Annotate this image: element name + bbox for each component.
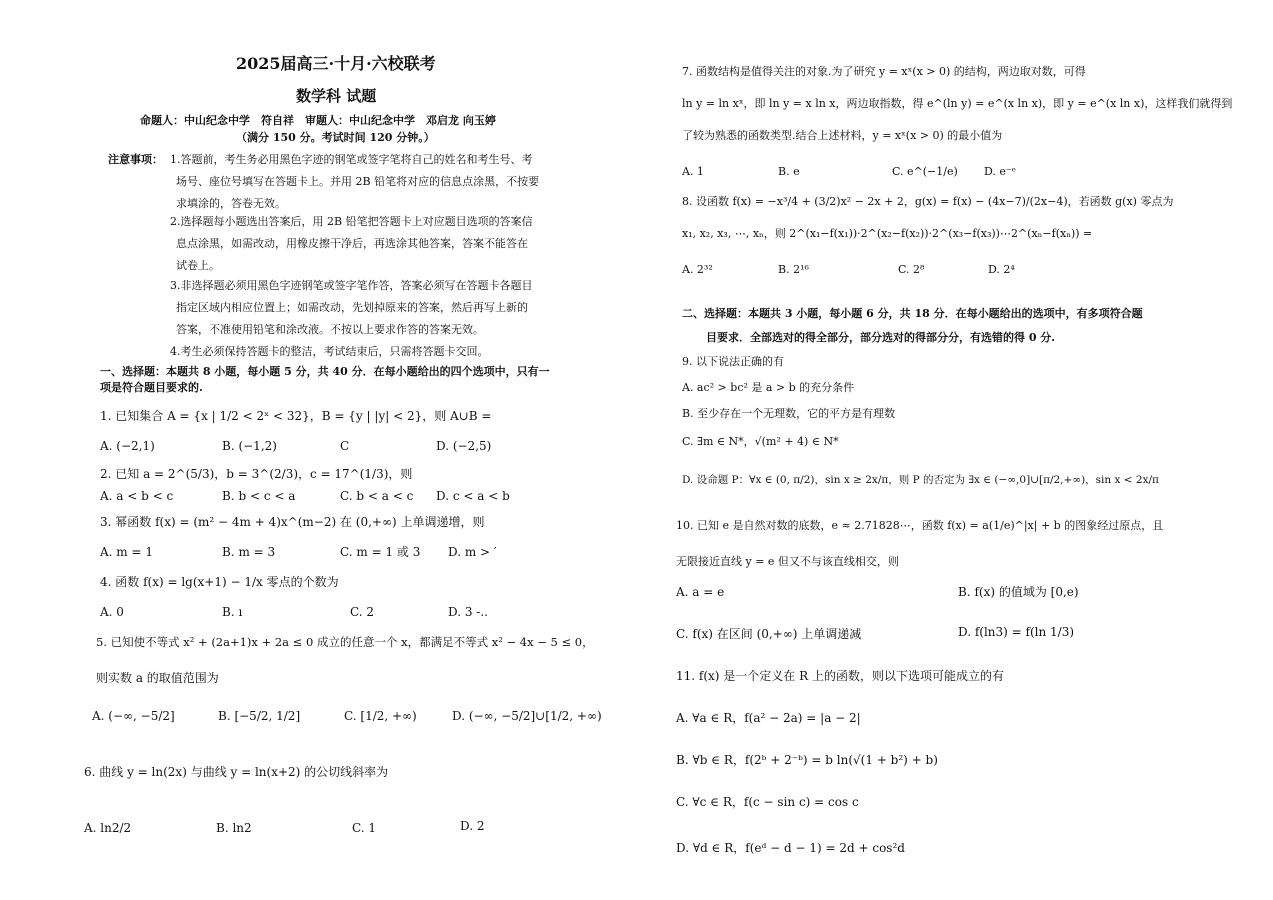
q7-option-b: B. e	[778, 165, 800, 178]
q7-option-a: A. 1	[682, 165, 704, 178]
q5-option-b: B. [−5/2, 1/2]	[218, 709, 301, 723]
q11-option-a: A. ∀a ∈ R，f(a² − 2a) = |a − 2|	[676, 711, 861, 725]
time-info: （满分 150 分。考试时间 120 分钟。）	[236, 131, 435, 144]
q7-option-c: C. e^(−1/e)	[892, 165, 958, 178]
notice-line: 2.选择题每小题选出答案后，用 2B 铅笔把答题卡上对应题目选项的答案信	[170, 215, 533, 228]
q1-option-a: A. (−2,1)	[100, 439, 155, 453]
q9-option-c: C. ∃m ∈ N*，√(m² + 4) ∈ N*	[682, 435, 839, 448]
q1-option-c: C	[340, 439, 350, 453]
q6-option-b: B. ln2	[216, 821, 252, 835]
q6-option-d: D. 2	[460, 819, 485, 833]
q5-option-a: A. (−∞, −5/2]	[92, 709, 175, 723]
subject-title: 数学科 试题	[296, 87, 377, 105]
q11-option-d: D. ∀d ∈ R，f(eᵈ − d − 1) = 2d + cos²d	[676, 841, 905, 855]
q7-option-d: D. e⁻ᵉ	[984, 165, 1016, 178]
section2-heading-2: 目要求．全部选对的得全部分，部分选对的得部分分，有选错的得 0 分.	[706, 331, 1056, 344]
q5-option-d: D. (−∞, −5/2]∪[1/2, +∞)	[452, 709, 602, 723]
q4-option-b: B. ı	[222, 605, 243, 619]
section1-heading-2: 项是符合题目要求的.	[100, 381, 203, 394]
q7-stem-3: 了较为熟悉的函数类型.结合上述材料，y = xˣ(x > 0) 的最小值为	[682, 129, 1003, 142]
notice-line: 息点涂黑，如需改动，用橡皮擦干净后，再选涂其他答案，答案不能答在	[176, 237, 528, 250]
q7-stem-2: ln y = ln xˣ，即 ln y = x ln x，两边取指数，得 e^(ln y) = e^(x ln x)，即 y = e^(x ln x)，这样我们就得到	[682, 97, 1233, 110]
q3-stem: 3. 幂函数 f(x) = (m² − 4m + 4)x^(m−2) 在 (0,+∞) 上单调递增，则	[100, 515, 485, 529]
q10-option-b: B. f(x) 的值域为 [0,e)	[958, 585, 1079, 599]
q11-stem: 11. f(x) 是一个定义在 R 上的函数，则以下选项可能成立的有	[676, 669, 1004, 683]
exam-title: 2025届高三·十月·六校联考	[236, 54, 436, 73]
q6-stem: 6. 曲线 y = ln(2x) 与曲线 y = ln(x+2) 的公切线斜率为	[84, 765, 389, 779]
q10-option-a: A. a = e	[676, 585, 725, 599]
q9-option-b: B. 至少存在一个无理数，它的平方是有理数	[682, 407, 896, 420]
q4-option-d: D. 3 -..	[448, 605, 488, 619]
q5-option-c: C. [1/2, +∞)	[344, 709, 417, 723]
notice-line: 求填涂的，答卷无效。	[176, 197, 286, 210]
q3-option-a: A. m = 1	[100, 545, 153, 559]
q6-option-a: A. ln2/2	[84, 821, 132, 835]
notice-line: 1.答题前，考生务必用黑色字迹的钢笔或签字笔将自己的姓名和考生号、考	[170, 153, 533, 166]
q10-option-d: D. f(ln3) = f(ln 1/3)	[958, 625, 1075, 639]
q1-stem: 1. 已知集合 A = {x | 1/2 < 2ˣ < 32}，B = {y | |y| < 2}，则 A∪B =	[100, 409, 492, 423]
q2-option-d: D. c < a < b	[436, 489, 510, 503]
section1-heading: 一、选择题：本题共 8 小题，每小题 5 分，共 40 分．在每小题给出的四个选项中，只有一	[100, 365, 550, 378]
q8-option-c: C. 2⁸	[898, 263, 925, 276]
q8-option-d: D. 2⁴	[988, 263, 1015, 276]
q8-option-b: B. 2¹⁶	[778, 263, 809, 276]
notice-line: 指定区域内相应位置上；如需改动，先划掉原来的答案，然后再写上新的	[176, 301, 528, 314]
q6-option-c: C. 1	[352, 821, 377, 835]
q3-option-c: C. m = 1 或 3	[340, 545, 421, 559]
notice-line: 答案，不准使用铅笔和涂改液。不按以上要求作答的答案无效。	[176, 323, 484, 336]
q8-stem-2: x₁, x₂, x₃, ⋯, xₙ，则 2^(x₁−f(x₁))·2^(x₂−f(x₂))·2^(x₃−f(x₃))⋯2^(xₙ−f(xₙ)) =	[682, 227, 1093, 240]
authors-line: 命题人：中山纪念中学 符自祥 审题人：中山纪念中学 邓启龙 向玉婷	[140, 114, 496, 127]
q11-option-b: B. ∀b ∈ R，f(2ᵇ + 2⁻ᵇ) = b ln(√(1 + b²) + b)	[676, 753, 938, 767]
q9-option-a: A. ac² > bc² 是 a > b 的充分条件	[682, 381, 855, 394]
notice-line: 试卷上。	[176, 259, 220, 272]
q10-stem: 10. 已知 e 是自然对数的底数，e ≈ 2.71828⋯，函数 f(x) = a(1/e)^|x| + b 的图象经过原点，且	[676, 519, 1164, 532]
q2-option-b: B. b < c < a	[222, 489, 296, 503]
q2-option-c: C. b < a < c	[340, 489, 414, 503]
notice-line: 4.考生必须保持答题卡的整洁，考试结束后，只需将答题卡交回。	[170, 345, 489, 358]
q1-option-b: B. (−1,2)	[222, 439, 277, 453]
q10-stem-2: 无限接近直线 y = e 但又不与该直线相交，则	[676, 555, 899, 568]
q4-option-a: A. 0	[100, 605, 124, 619]
notice-line: 3.非选择题必须用黑色字迹钢笔或签字笔作答，答案必须写在答题卡各题目	[170, 279, 533, 292]
q7-stem: 7. 函数结构是值得关注的对象.为了研究 y = xˣ(x > 0) 的结构，两边取对数，可得	[682, 65, 1086, 78]
q8-option-a: A. 2³²	[682, 263, 713, 276]
notice-label: 注意事项：	[108, 153, 163, 166]
q1-option-d: D. (−2,5)	[436, 439, 492, 453]
q4-option-c: C. 2	[350, 605, 375, 619]
q5-stem: 5. 已知使不等式 x² + (2a+1)x + 2a ≤ 0 成立的任意一个 x，都满足不等式 x² − 4x − 5 ≤ 0，	[96, 635, 594, 649]
notice-line: 场号、座位号填写在答题卡上。并用 2B 铅笔将对应的信息点涂黑，不按要	[176, 175, 540, 188]
q9-stem: 9. 以下说法正确的有	[682, 355, 784, 368]
q2-option-a: A. a < b < c	[100, 489, 174, 503]
section2-heading: 二、选择题：本题共 3 小题，每小题 6 分，共 18 分．在每小题给出的选项中，有多项符合题	[682, 307, 1143, 320]
q8-stem: 8. 设函数 f(x) = −x³/4 + (3/2)x² − 2x + 2，g(x) = f(x) − (4x−7)/(2x−4)，若函数 g(x) 零点为	[682, 195, 1174, 208]
q2-stem: 2. 已知 a = 2^(5/3)，b = 3^(2/3)，c = 17^(1/3)，则	[100, 467, 413, 481]
q3-option-b: B. m = 3	[222, 545, 276, 559]
q9-option-d: D. 设命题 P：∀x ∈ (0, π/2)，sin x ≥ 2x/π，则 P 的否定为 ∃x ∈ (−∞,0]∪[π/2,+∞)，sin x < 2x/π	[682, 474, 1159, 486]
q11-option-c: C. ∀c ∈ R，f(c − sin c) = cos c	[676, 795, 859, 809]
q10-option-c: C. f(x) 在区间 (0,+∞) 上单调递减	[676, 627, 862, 641]
q3-option-d: D. m > ′	[448, 545, 497, 559]
q5-stem-2: 则实数 a 的取值范围为	[96, 671, 219, 685]
q4-stem: 4. 函数 f(x) = lg(x+1) − 1/x 零点的个数为	[100, 575, 339, 589]
